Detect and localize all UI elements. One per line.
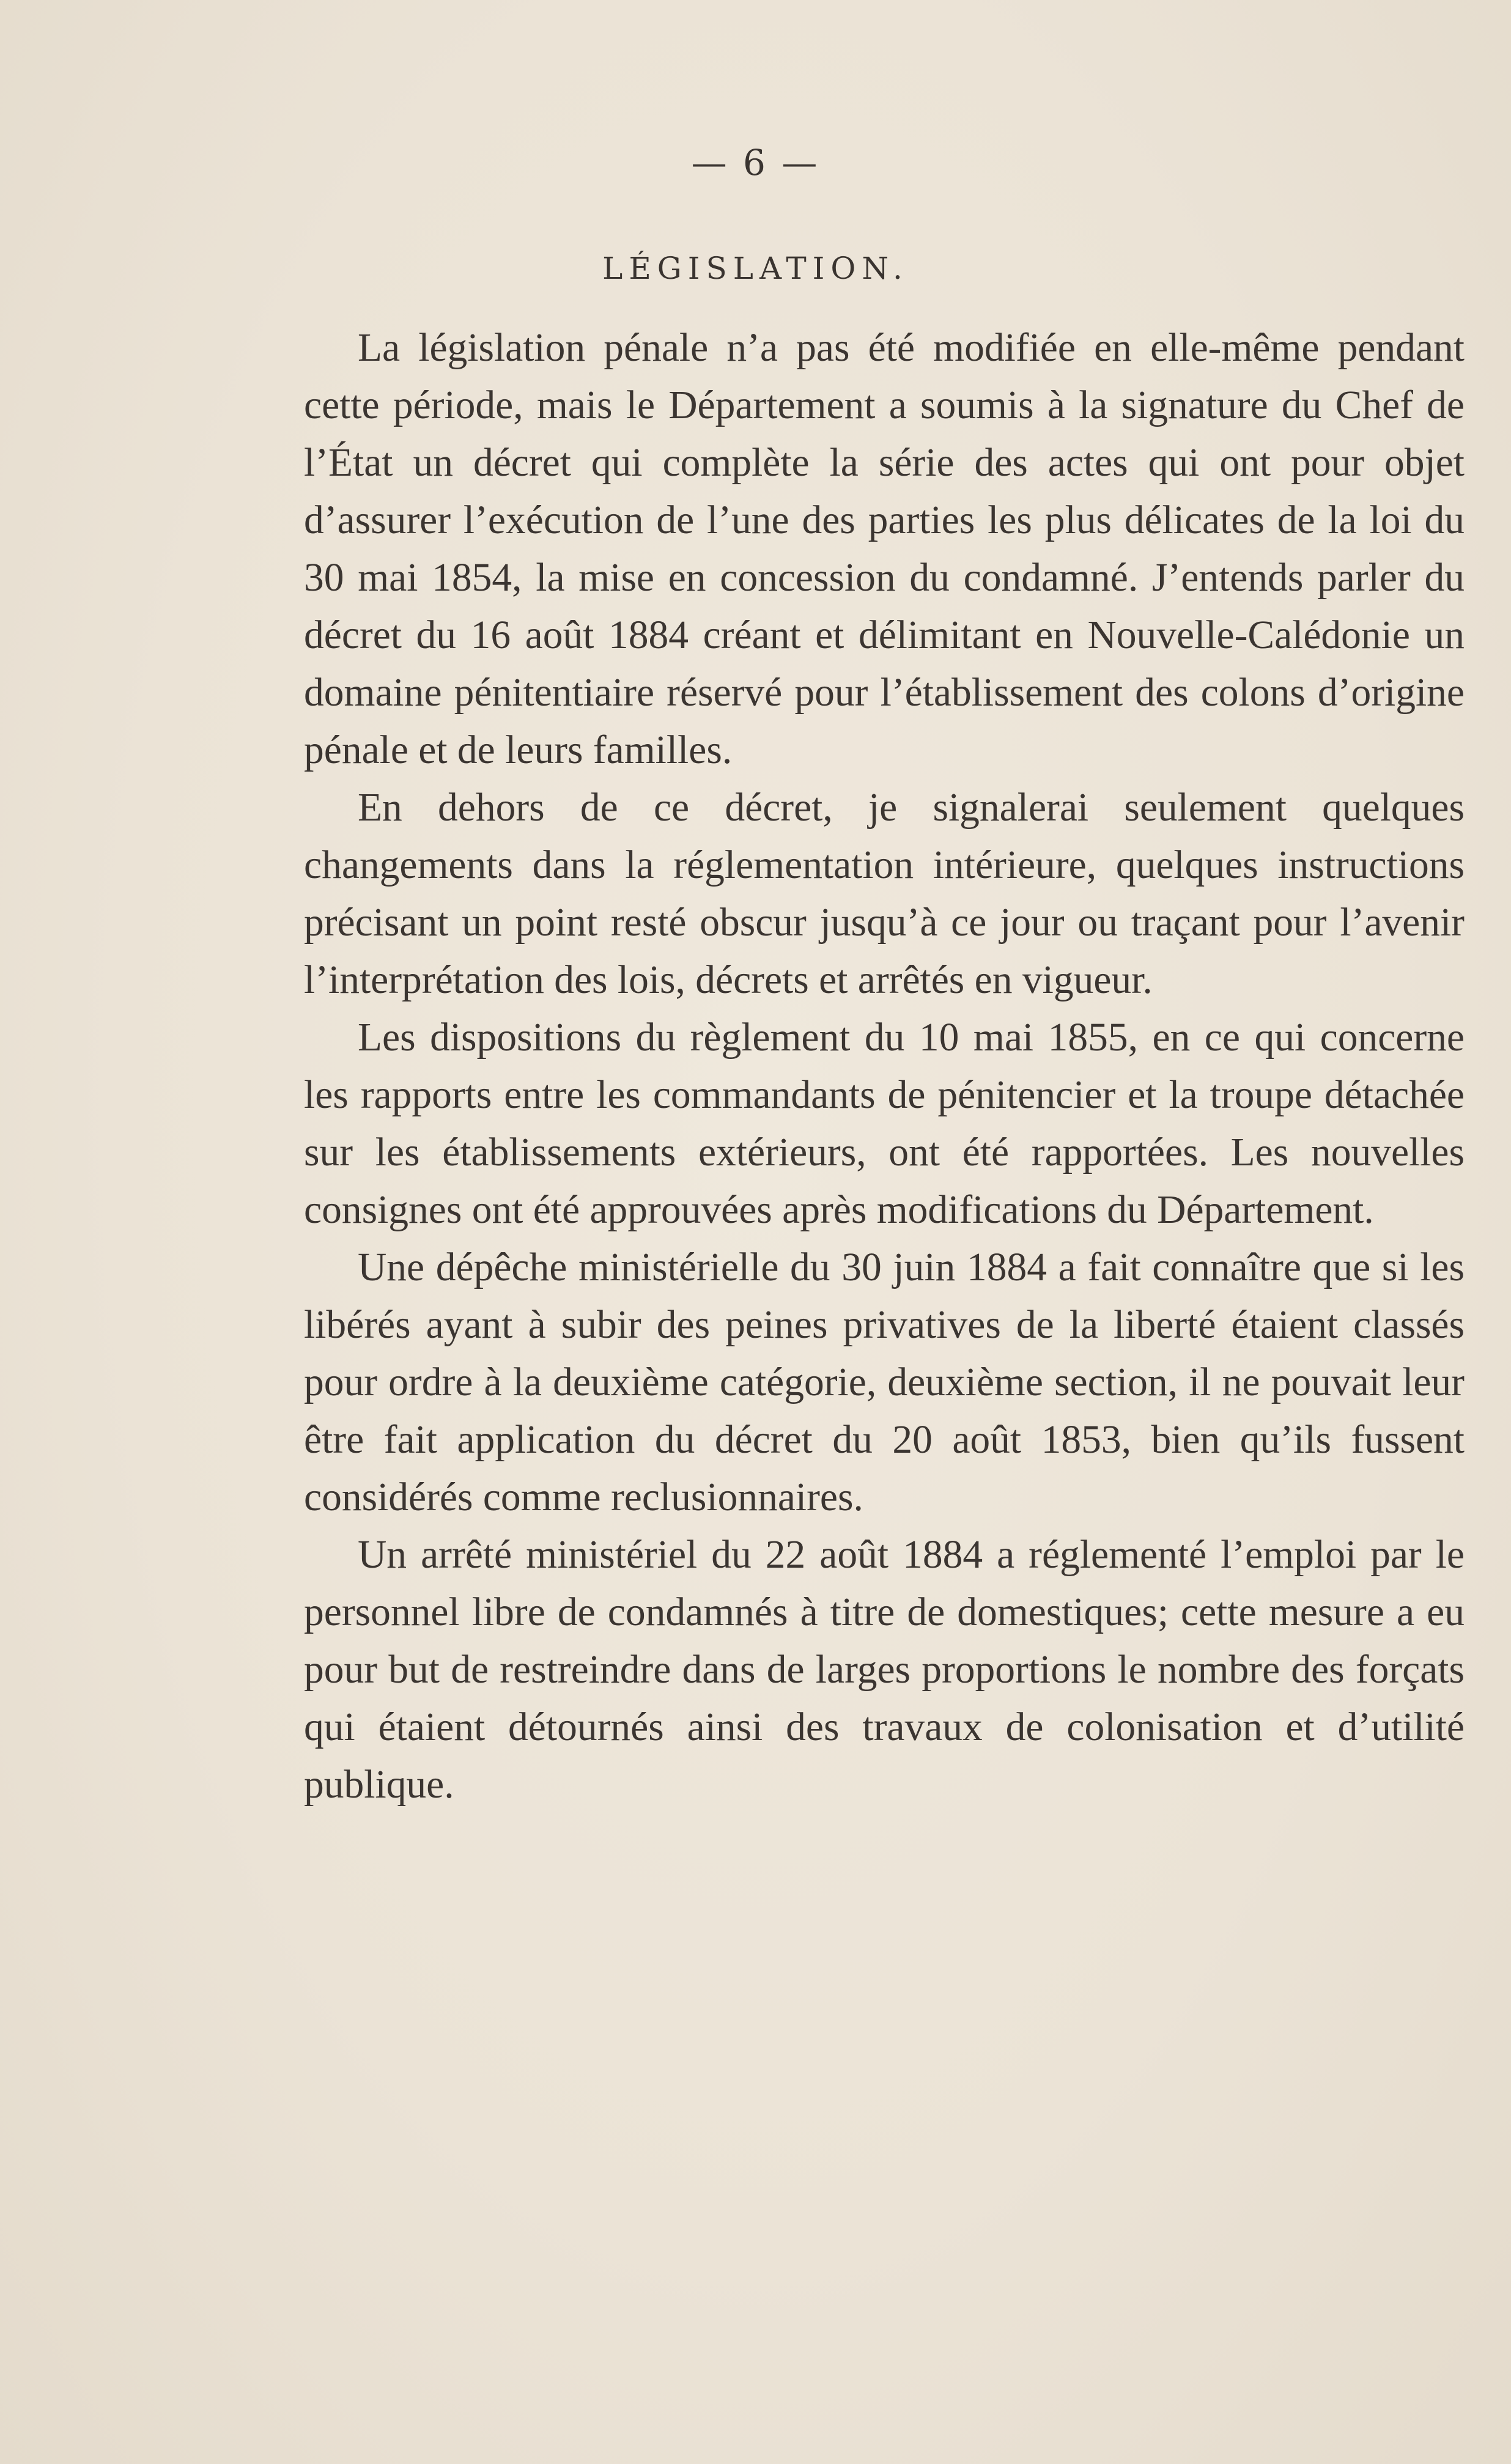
paragraph-ministerial-order: Un arrêté ministériel du 22 août 1884 a réglementé l’emploi par le personnel libre de condamnés à titre de domestiques; cette mesure a eu pour but de restreindre dans de larges proportions le nombre des forçats qui étaient détournés ainsi des travaux de colonisation et d’utilité publique. — [304, 1533, 1465, 1807]
paragraph-legislation-decree: La législation pénale n’a pas été modifiée en elle-même pendant cette période, mais le Département a soumis à la signature du Chef de l’État un décret qui complète la série des actes qui ont pour objet d’assurer l’exécution de l’une des parties les plus délicates de la loi du 30 mai 1854, la mise en concession du condamné. J’entends parler du décret du 16 août 1884 créant et délimitant en Nouvelle-Calédonie un domaine pénitentiaire réservé pour l’établissement des colons d’origine pénale et de leurs familles. — [304, 326, 1465, 772]
page-number: — 6 — — [691, 142, 820, 183]
paragraph-ministerial-dispatch: Une dépêche ministérielle du 30 juin 1884 a fait connaître que si les libérés ayant à subir des peines privatives de la liberté étaient classés pour ordre à la deuxième catégorie, deuxième section, il ne pouvait leur être fait application du décret du 20 août 1853, bien qu’ils fussent considérés comme reclusionnaires. — [304, 1245, 1465, 1519]
paragraph-internal-regulation: En dehors de ce décret, je signalerai seulement quelques changements dans la réglementation intérieure, quelques instructions précisant un point resté obscur jusqu’à ce jour ou traçant pour l’avenir l’interprétation des lois, décrets et arrêtés en vigueur. — [304, 786, 1465, 1002]
body-text — [304, 319, 1465, 1813]
section-title: LÉGISLATION. — [602, 251, 909, 286]
paragraph-regulation-1855: Les dispositions du règlement du 10 mai 1855, en ce qui concerne les rapports entre les commandants de pénitencier et la troupe détachée sur les établissements extérieurs, ont été rapportées. Les nouvelles consignes ont été approuvées après modifications du Département. — [304, 1016, 1465, 1232]
